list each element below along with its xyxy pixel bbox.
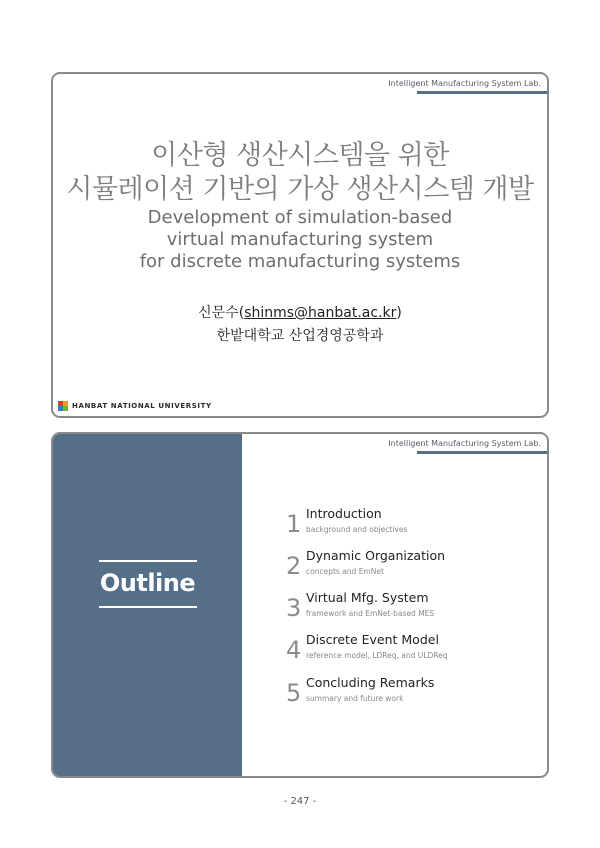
author-close: ) [396, 305, 402, 321]
lab-accent-line [417, 451, 547, 454]
outline-rule-top [99, 560, 197, 562]
title-slide [51, 72, 549, 418]
outline-item-number: 1 [286, 510, 302, 538]
outline-rule-bottom [99, 606, 197, 608]
page-number: - 247 - [283, 796, 317, 807]
university-logo-icon [58, 401, 68, 411]
english-title-line-2: virtual manufacturing system [166, 229, 434, 250]
author-name: 신문수( [198, 305, 245, 321]
university-logo [58, 400, 212, 412]
outline-item-title: Concluding Remarks [306, 675, 435, 690]
logo-square-4 [63, 406, 68, 411]
outline-slide [51, 432, 549, 778]
lab-accent-line [417, 91, 547, 94]
korean-title-line-2: 시뮬레이션 기반의 가상 생산시스템 개발 [66, 174, 534, 205]
outline-item-number: 4 [286, 636, 302, 664]
outline-item-title: Discrete Event Model [306, 632, 439, 647]
outline-item-subtitle: reference model, LDReq, and ULDReq [306, 651, 448, 660]
korean-title-line-1: 이산형 생산시스템을 위한 [151, 140, 449, 171]
university-name: HANBAT NATIONAL UNIVERSITY [72, 402, 212, 410]
outline-item-number: 5 [286, 679, 302, 707]
lab-label: Intelligent Manufacturing System Lab. [388, 439, 541, 448]
outline-sidebar [53, 434, 242, 776]
outline-item-subtitle: summary and future work [306, 694, 404, 703]
department: 한밭대학교 산업경영공학과 [216, 328, 384, 344]
outline-item-subtitle: framework and EmNet-based MES [306, 609, 435, 618]
english-title-line-1: Development of simulation-based [147, 207, 453, 228]
outline-item-number: 3 [286, 594, 302, 622]
author-email-link[interactable]: shinms@hanbat.ac.kr [244, 305, 397, 321]
outline-item-subtitle: concepts and EmNet [306, 567, 384, 576]
english-title-line-3: for discrete manufacturing systems [139, 251, 461, 272]
outline-item-title: Virtual Mfg. System [306, 590, 429, 605]
outline-item-number: 2 [286, 552, 302, 580]
lab-label: Intelligent Manufacturing System Lab. [388, 79, 541, 88]
outline-title: Outline [99, 569, 196, 597]
outline-item-title: Introduction [306, 506, 382, 521]
outline-item-subtitle: background and objectives [306, 525, 408, 534]
author-line [53, 304, 547, 322]
outline-item-title: Dynamic Organization [306, 548, 446, 563]
